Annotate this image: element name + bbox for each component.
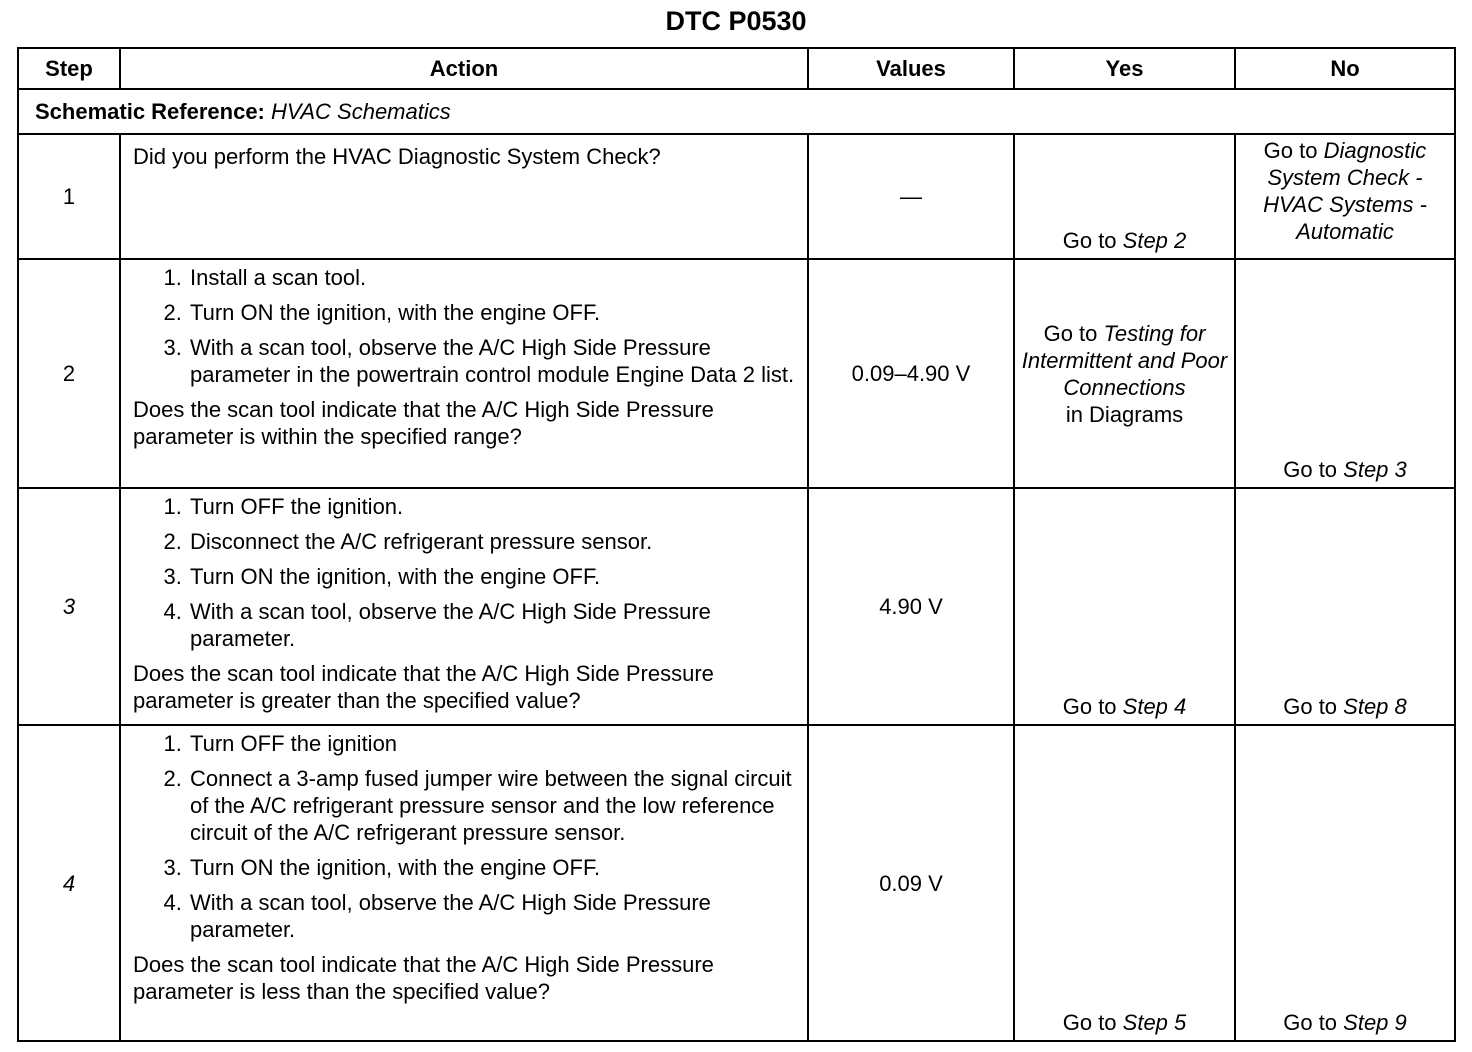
- step-number: 3: [18, 488, 120, 725]
- step-question: Does the scan tool indicate that the A/C High Side Pressure parameter is greater than the specified value?: [133, 661, 714, 713]
- no-cell: [1235, 725, 1455, 1041]
- step-question: Does the scan tool indicate that the A/C High Side Pressure parameter is within the specified range?: [133, 397, 714, 449]
- list-item: 3. Turn ON the ignition, with the engine OFF.: [188, 563, 799, 590]
- yes-cell: [1014, 134, 1235, 259]
- list-item: 3. Turn ON the ignition, with the engine OFF.: [188, 854, 799, 881]
- header-yes: Yes: [1014, 48, 1235, 89]
- table-row: [18, 725, 1455, 1041]
- yes-prefix: Go to: [1062, 694, 1123, 719]
- yes-link[interactable]: Step 2: [1122, 228, 1187, 253]
- header-action: Action: [120, 48, 808, 89]
- header-row: [18, 48, 1455, 89]
- value-cell: —: [808, 134, 1014, 259]
- step-question: Does the scan tool indicate that the A/C High Side Pressure parameter is less than the specified value?: [133, 952, 714, 1004]
- no-prefix: Go to: [1283, 1010, 1344, 1035]
- list-item: 1. Turn OFF the ignition.: [188, 493, 799, 520]
- list-item: 3. With a scan tool, observe the A/C High Side Pressure parameter in the powertrain control module Engine Data 2 list.: [188, 334, 799, 388]
- yes-prefix: Go to: [1062, 1010, 1123, 1035]
- value-cell: 0.09–4.90 V: [808, 259, 1014, 488]
- list-item: 4. With a scan tool, observe the A/C High Side Pressure parameter.: [188, 598, 799, 652]
- action-cell: [120, 259, 808, 488]
- no-cell: [1235, 259, 1455, 488]
- no-link[interactable]: Step 9: [1343, 1010, 1407, 1035]
- yes-link[interactable]: Testing for Intermittent and Poor Connections: [1021, 320, 1228, 400]
- yes-cell: [1014, 259, 1235, 488]
- step-number: 2: [18, 259, 120, 488]
- header-step: Step: [18, 48, 120, 89]
- no-prefix: Go to: [1283, 457, 1344, 482]
- step-list: [133, 264, 799, 388]
- table-row: [18, 259, 1455, 488]
- list-item: 2. Disconnect the A/C refrigerant pressure sensor.: [188, 528, 799, 555]
- list-item: 4. With a scan tool, observe the A/C High Side Pressure parameter.: [188, 889, 799, 943]
- no-link[interactable]: Step 8: [1343, 694, 1407, 719]
- no-cell: [1235, 488, 1455, 725]
- header-no: No: [1235, 48, 1455, 89]
- action-cell: [120, 134, 808, 259]
- yes-link[interactable]: Step 5: [1122, 1010, 1187, 1035]
- yes-prefix: Go to: [1043, 320, 1104, 346]
- yes-suffix: in Diagrams: [1065, 401, 1184, 427]
- no-link[interactable]: Step 3: [1343, 457, 1407, 482]
- value-cell: 0.09 V: [808, 725, 1014, 1041]
- schematic-label: Schematic Reference:: [35, 99, 265, 124]
- step-list: [133, 730, 799, 943]
- page-title: DTC P0530: [665, 6, 807, 36]
- schematic-reference-row: [18, 89, 1455, 134]
- list-item: 1. Turn OFF the ignition: [188, 730, 799, 757]
- no-link[interactable]: Diagnostic System Check - HVAC Systems - Automatic: [1263, 138, 1427, 244]
- list-item: 2. Turn ON the ignition, with the engine OFF.: [188, 299, 799, 326]
- no-prefix: Go to: [1283, 694, 1344, 719]
- step-number: 1: [18, 134, 120, 259]
- step-question: Did you perform the HVAC Diagnostic System Check?: [133, 144, 661, 169]
- value-cell: 4.90 V: [808, 488, 1014, 725]
- no-cell: [1235, 134, 1455, 259]
- no-prefix: Go to: [1263, 138, 1324, 163]
- list-item: 1. Install a scan tool.: [188, 264, 799, 291]
- yes-prefix: Go to: [1062, 228, 1123, 253]
- action-cell: [120, 725, 808, 1041]
- diagnostic-table: [17, 47, 1456, 1042]
- table-row: [18, 134, 1455, 259]
- list-item: 2. Connect a 3-amp fused jumper wire between the signal circuit of the A/C refrigerant pressure sensor and the low reference circuit of the A/C refrigerant pressure sensor.: [188, 765, 799, 846]
- table-row: [18, 488, 1455, 725]
- yes-cell: [1014, 725, 1235, 1041]
- step-number: 4: [18, 725, 120, 1041]
- schematic-link[interactable]: HVAC Schematics: [271, 99, 451, 124]
- yes-link[interactable]: Step 4: [1122, 694, 1187, 719]
- yes-cell: [1014, 488, 1235, 725]
- header-values: Values: [808, 48, 1014, 89]
- action-cell: [120, 488, 808, 725]
- step-list: [133, 493, 799, 652]
